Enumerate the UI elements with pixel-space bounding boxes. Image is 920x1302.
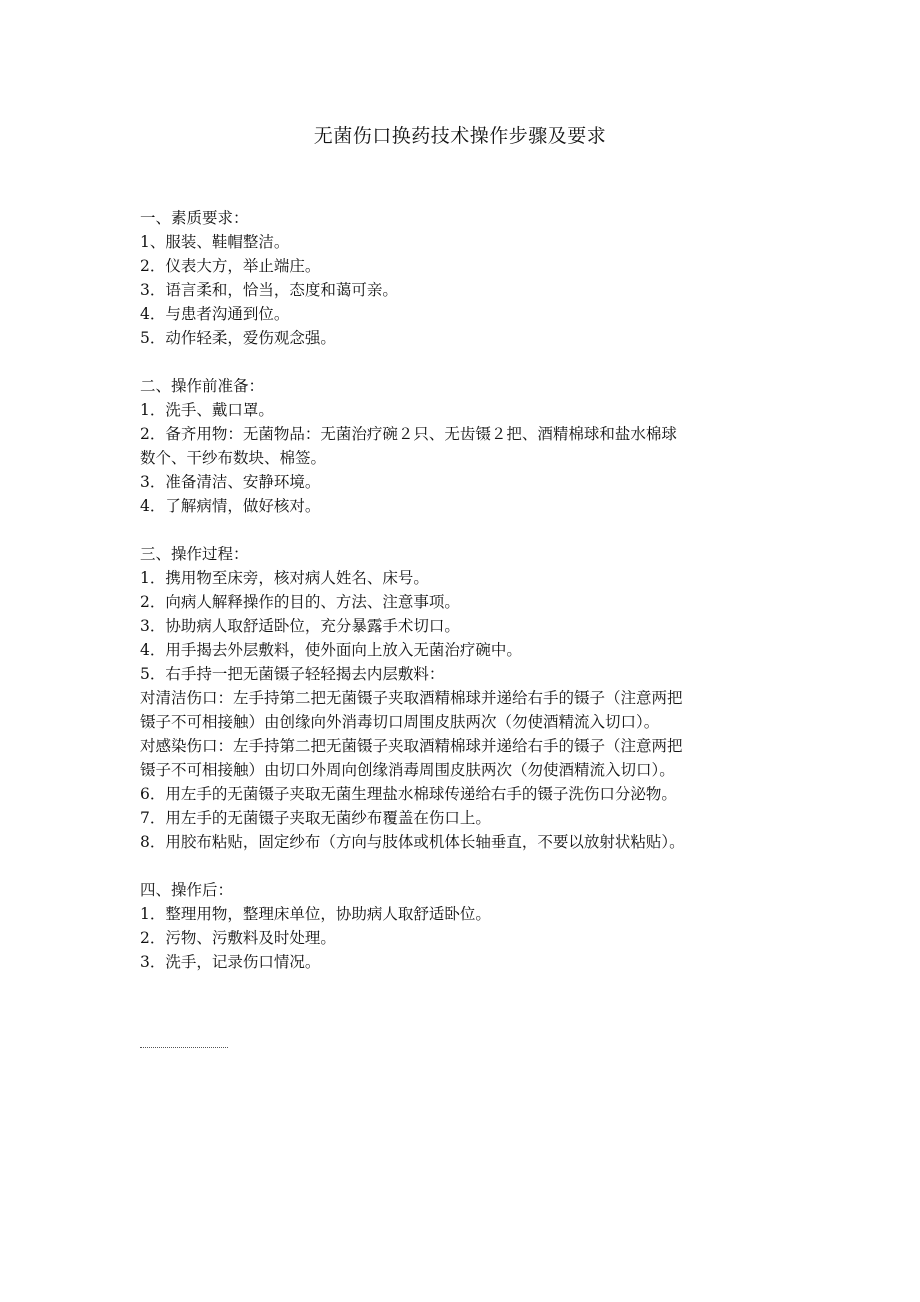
list-item: 3．语言柔和，恰当，态度和蔼可亲。 [140,281,398,299]
section-preparation [140,374,790,518]
list-item: 5．动作轻柔，爱伤观念强。 [140,329,336,347]
list-item: 3．洗手，记录伤口情况。 [140,953,321,971]
list-item: 2．仪表大方，举止端庄。 [140,257,321,275]
list-item: 6．用左手的无菌镊子夹取无菌生理盐水棉球传递给右手的镊子洗伤口分泌物。 [140,785,677,803]
list-item: 镊子不可相接触）由创缘向外消毒切口周围皮肤两次（勿使酒精流入切口）。 [140,713,660,731]
list-item: 4．用手揭去外层敷料，使外面向上放入无菌治疗碗中。 [140,641,522,659]
list-item: 1．携用物至床旁，核对病人姓名、床号。 [140,569,429,587]
section-heading: 四、操作后： [140,881,234,899]
list-item: 1．洗手、戴口罩。 [140,401,274,419]
list-item: 5．右手持一把无菌镊子轻轻揭去内层敷料： [140,665,445,683]
document-body [140,206,790,974]
section-after-operation [140,878,790,974]
section-heading: 一、素质要求： [140,209,249,227]
list-item: 3．协助病人取舒适卧位，充分暴露手术切口。 [140,617,460,635]
list-item: 4．了解病情，做好核对。 [140,497,321,515]
list-item: 镊子不可相接触）由切口外周向创缘消毒周围皮肤两次（勿使酒精流入切口）。 [140,761,675,779]
list-item: 2．向病人解释操作的目的、方法、注意事项。 [140,593,460,611]
footnote-separator [140,1047,228,1048]
section-heading: 三、操作过程： [140,545,249,563]
section-quality-requirements [140,206,790,350]
list-item: 对感染伤口：左手持第二把无菌镊子夹取酒精棉球并递给右手的镊子（注意两把 [140,737,683,755]
list-item: 7．用左手的无菌镊子夹取无菌纱布覆盖在伤口上。 [140,809,491,827]
list-item: 3．准备清洁、安静环境。 [140,473,321,491]
list-item: 数个、干纱布数块、棉签。 [140,449,327,467]
list-item: 4．与患者沟通到位。 [140,305,290,323]
list-item: 1．整理用物，整理床单位，协助病人取舒适卧位。 [140,905,491,923]
page-title: 无菌伤口换药技术操作步骤及要求 [313,125,607,147]
list-item: 2．污物、污敷料及时处理。 [140,929,336,947]
section-heading: 二、操作前准备： [140,377,265,395]
section-procedure [140,542,790,854]
list-item: 1、服装、鞋帽整洁。 [140,233,290,251]
list-item: 对清洁伤口：左手持第二把无菌镊子夹取酒精棉球并递给右手的镊子（注意两把 [140,689,683,707]
list-item: 8．用胶布粘贴，固定纱布（方向与肢体或机体长轴垂直，不要以放射状粘贴）。 [140,833,685,851]
list-item: 2．备齐用物：无菌物品：无菌治疗碗２只、无齿镊２把、酒精棉球和盐水棉球 [140,425,677,443]
